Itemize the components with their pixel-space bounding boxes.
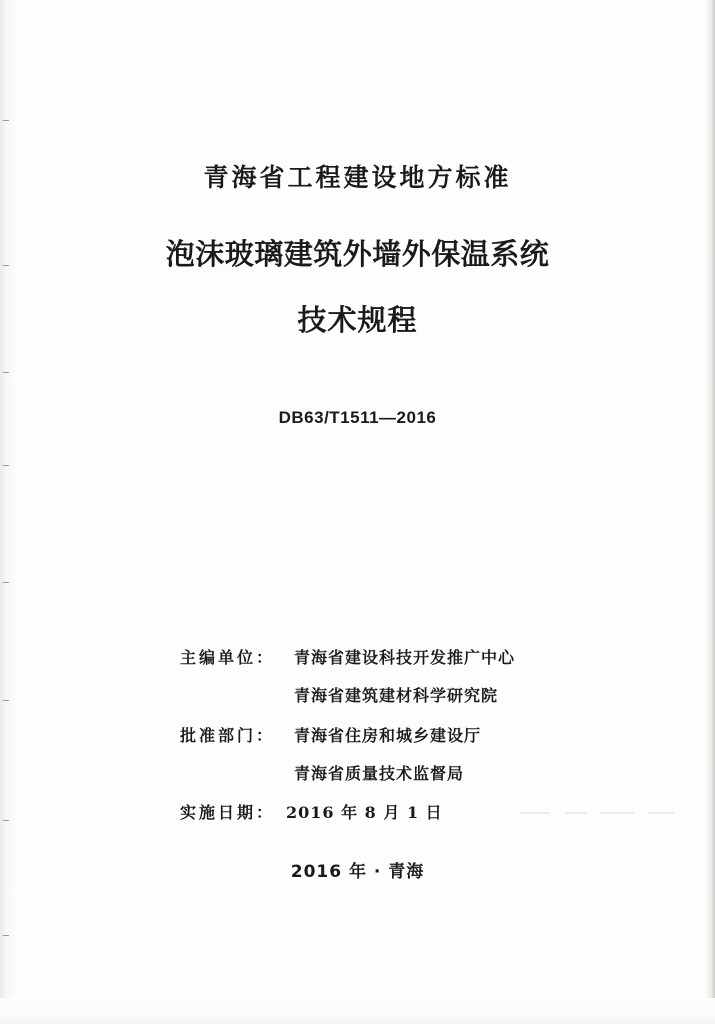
document-title-line2: 技术规程: [297, 303, 418, 337]
effective-date-label: 实施日期：: [180, 803, 276, 822]
approver-unit-2: 青海省质量技术监督局: [294, 764, 465, 783]
standard-type-heading: 青海省工程建设地方标准: [203, 163, 512, 192]
document-title-line1: 泡沫玻璃建筑外墙外保温系统: [165, 237, 550, 271]
effective-date-value: 2016 年 8 月 1 日: [286, 803, 443, 822]
editor-unit-2: 青海省建筑建材科学研究院: [294, 686, 499, 705]
approver-label: 批准部门：: [180, 726, 276, 745]
editor-unit-1: 青海省建设科技开发推广中心: [294, 648, 516, 667]
editor-label: 主编单位：: [180, 648, 276, 667]
scan-bottom-edge: [0, 998, 715, 1024]
approver-unit-1: 青海省住房和城乡建设厅: [294, 726, 482, 745]
scan-artifact: [520, 806, 680, 820]
standard-number: DB63/T1511—2016: [278, 408, 437, 427]
publication-year-place: 2016 年 · 青海: [290, 862, 425, 882]
